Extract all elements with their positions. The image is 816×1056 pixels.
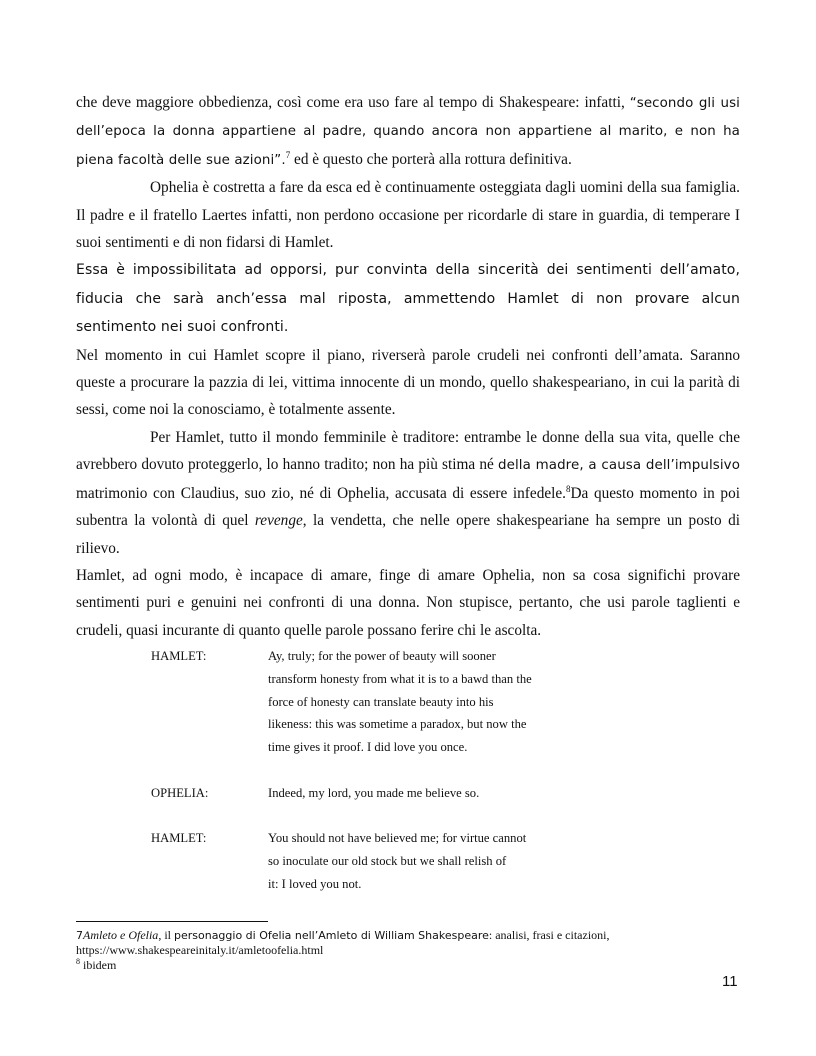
dialogue-excerpt: [151, 645, 571, 919]
paragraph-4-text-a: Nel momento in cui Hamlet scopre il piano, riverserà parole crudeli nei confronti dell’amata. Saranno: [76, 346, 740, 364]
speech-line: transform honesty from what it is to a bawd than the: [268, 671, 532, 686]
footnote-text: ibidem: [80, 958, 117, 973]
paragraph-4: [76, 342, 740, 424]
footnote-ref-7[interactable]: 7: [285, 149, 291, 160]
paragraph-5-text-d: Da questo momento in poi subentra la volontà di quel: [76, 484, 740, 530]
speech-line: force of honesty can translate beauty into his: [268, 694, 494, 709]
paragraph-1: [76, 89, 740, 174]
footnote-number: 7: [76, 929, 83, 942]
page-number: 11: [722, 973, 738, 990]
speech-line: Indeed, my lord, you made me believe so.: [268, 785, 480, 800]
paragraph-5-text-b: della madre, a causa dell’impulsivo: [498, 458, 740, 474]
footnote-text: : analisi, frasi e citazioni,: [488, 928, 610, 942]
paragraph-5: [76, 424, 740, 562]
quotation: “secondo gli usi dell’epoca la donna appartiene al padre, quando ancora non appartiene al marito, e non ha piena facoltà delle sue azioni”.: [76, 96, 740, 168]
speech-3: [151, 827, 571, 895]
speech-line: You should not have believed me; for virtue cannot: [268, 831, 527, 846]
paragraph-2: Ophelia è costretta a fare da esca ed è continuamente osteggiata dagli uomini della sua famiglia. Il padre e il fratello Laertes infatti, non perdono occasione per ricordarle di stare in guardia, di temperare I suoi sentimenti e di non fidarsi di Hamlet.: [76, 179, 740, 252]
speech-lines: [268, 827, 571, 895]
paragraph-5-text-c: matrimonio con Claudius, suo zio, né di Ophelia, accusata di essere infedele.: [76, 484, 566, 502]
footnote-8: [76, 958, 740, 973]
footnotes: [76, 928, 740, 974]
paragraph-1-text-c: ed è questo che porterà alla rottura definitiva.: [290, 150, 572, 168]
footnote-text: , il: [158, 928, 174, 942]
paragraph-4-text-b: queste a procurare la pazzia di lei, vittima innocente di un mondo, quello shakespeariano, in cui la parità di sessi, come noi la conosciamo, è totalmente assente.: [76, 374, 740, 419]
speech-line: likeness: this was sometime a paradox, but now the: [268, 717, 527, 732]
footnote-7: [76, 928, 740, 943]
speech-line: it: I loved you not.: [268, 876, 362, 891]
paragraph-5-text-a: Per Hamlet, tutto il mondo femminile è traditore: entrambe le donne della sua vita, quelle che avrebbero dovuto proteggerlo, lo hanno tradito; non ha più stima né: [76, 428, 740, 474]
paragraph-1-text-a: che deve maggiore obbedienza, così come era uso fare al tempo di Shakespeare: infatti,: [76, 94, 630, 111]
speech-line: time gives it proof. I did love you once.: [268, 740, 468, 755]
speaker-name: OPHELIA:: [151, 785, 209, 800]
footnote-text: personaggio di Ofelia nell’Amleto di William Shakespeare: [173, 929, 489, 942]
revenge-word: revenge: [254, 512, 303, 530]
paragraph-5-text-f: , la vendetta, che nelle opere shakespeariane ha sempre un posto di rilievo.: [76, 512, 740, 557]
speaker-name: HAMLET:: [151, 831, 207, 846]
paragraph-3-text: Essa è impossibilitata ad opporsi, pur convinta della sincerità dei sentimenti dell’amato, fiducia che sarà anch’essa mal riposta, ammettendo Hamlet di non provare alcun sentimento nei suoi confronti.: [76, 262, 740, 336]
speaker-name: HAMLET:: [151, 649, 207, 663]
footnote-7-url[interactable]: https://www.shakespeareinitaly.it/amletoofelia.html: [76, 943, 324, 958]
speech-lines: [268, 645, 571, 759]
paragraph-6: Hamlet, ad ogni modo, è incapace di amare, finge di amare Ophelia, non sa cosa significhi provare sentimenti puri e genuini nei confronti di una donna. Non stupisce, pertanto, che usi parole taglienti e crudeli, quasi incurante di quanto quelle parole possano ferire chi le ascolta.: [76, 566, 740, 639]
footnote-separator: [76, 921, 268, 922]
main-text: [76, 89, 740, 644]
speech-2: [151, 782, 571, 805]
speech-line: Ay, truly; for the power of beauty will sooner: [268, 649, 496, 663]
speech-1: [151, 645, 571, 759]
footnote-title: Amleto e Ofelia: [83, 928, 159, 942]
paragraph-3: [76, 256, 740, 341]
speech-lines: [268, 782, 571, 805]
footnote-number: 8: [76, 957, 80, 967]
speech-line: so inoculate our old stock but we shall relish of: [268, 854, 507, 869]
footnote-ref-8[interactable]: 8: [566, 483, 571, 494]
